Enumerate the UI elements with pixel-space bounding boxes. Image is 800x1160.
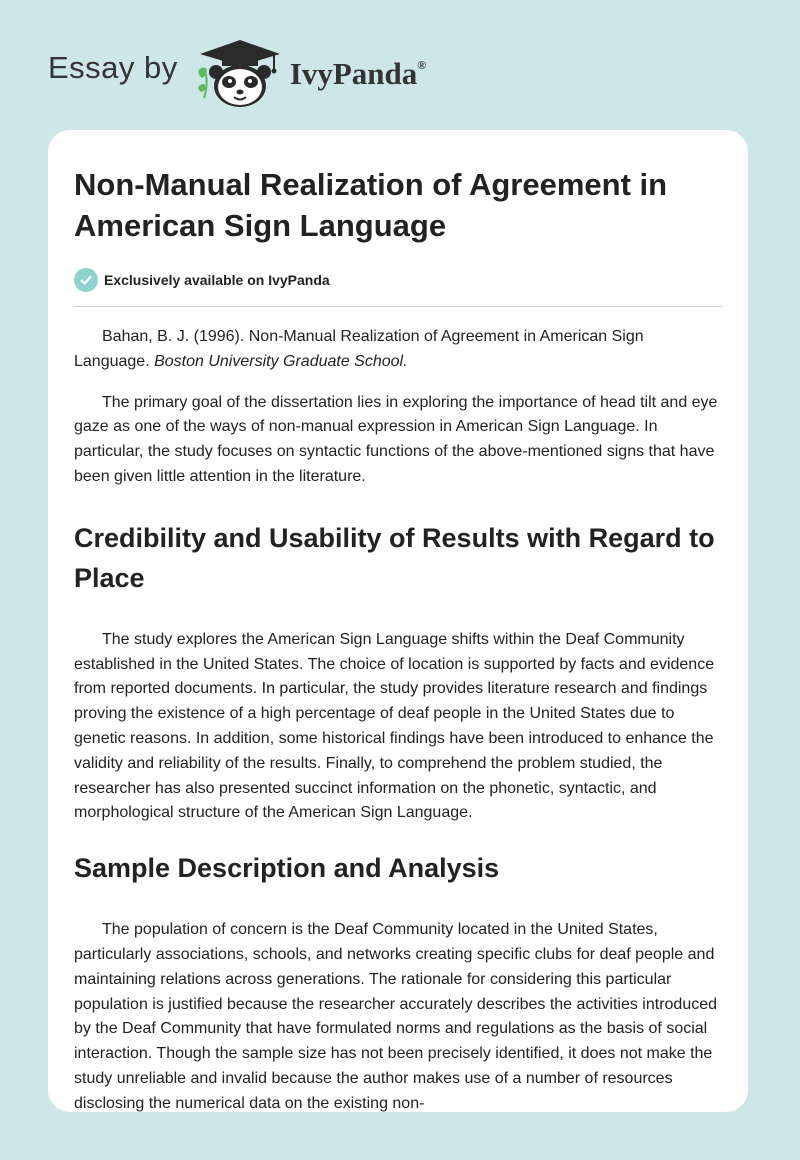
article-card	[48, 130, 748, 1112]
brand-name: IvyPanda®	[289, 56, 427, 91]
checkmark-icon	[74, 268, 98, 292]
citation-source: Boston University Graduate School.	[154, 352, 408, 370]
divider	[74, 306, 722, 307]
intro-paragraph: The primary goal of the dissertation lies in exploring the importance of head tilt and eye gaze as one of the ways of non-manual expression in American Sign Language. In particular, the study focuses on syntactic functions of the above-mentioned signs that have been given little attention in the literature.	[74, 393, 718, 485]
sample-paragraph: The population of concern is the Deaf Community located in the United States, particularly associations, schools, and networks creating specific clubs for deaf people and maintaining relations across generations. The rationale for considering this particular population is justified because the researcher accurately describes the activities introduced by the Deaf Community that have formulated norms and regulations as the basis of social interaction. Though the sample size has not been precisely identified, it does not make the study unreliable and invalid because the author makes use of a number of resources disclosing the numerical data on the existing non-	[74, 921, 718, 1112]
site-header	[48, 34, 426, 110]
section-heading-credibility: Credibility and Usability of Results with Regard to Place	[74, 522, 715, 593]
citation-paragraph	[74, 325, 722, 375]
credibility-paragraph: The study explores the American Sign Language shifts within the Deaf Community established in the United States. The choice of location is supported by facts and evidence from reported documents. In particular, the study provides literature research and findings proving the existence of a high percentage of deaf people in the United States due to genetic reasons. In addition, some historical findings have been introduced to enhance the validity and reliability of the results. Finally, to comprehend the problem studied, the researcher has also presented succinct information on the phonetic, syntactic, and morphological structure of the American Sign Language.	[74, 630, 715, 822]
exclusive-badge	[74, 268, 722, 292]
citation-text: Bahan, B. J. (1996). Non-Manual Realization of Agreement in American Sign Language.	[74, 328, 644, 370]
ivypanda-logo[interactable]	[194, 34, 426, 110]
exclusive-label: Exclusively available on IvyPanda	[104, 272, 330, 288]
article-title: Non-Manual Realization of Agreement in American Sign Language	[74, 167, 668, 243]
section-heading-sample: Sample Description and Analysis	[74, 853, 500, 884]
essay-by-label: Essay by	[48, 50, 178, 85]
panda-logo-icon	[194, 34, 286, 110]
